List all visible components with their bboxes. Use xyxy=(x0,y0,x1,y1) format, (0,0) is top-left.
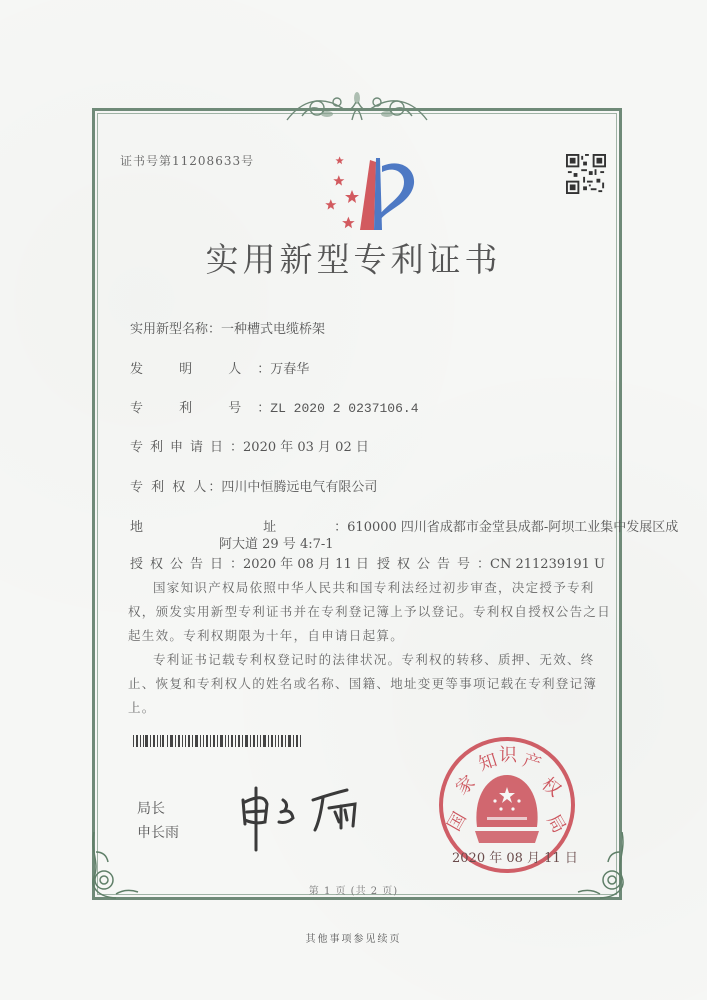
field-inventor xyxy=(130,358,309,377)
field-label: 专 利 权 人 xyxy=(130,480,209,495)
field-value: CN 211239191 U xyxy=(490,557,606,572)
certificate-number-label: 证书号第 xyxy=(120,154,173,168)
field-separator: ： xyxy=(208,322,222,337)
field-separator: ： xyxy=(334,520,348,535)
certificate-number xyxy=(120,152,254,169)
certificate-title: 实用新型专利证书 xyxy=(205,240,502,279)
field-value: 四川中恒腾远电气有限公司 xyxy=(221,480,378,495)
footer-note: 其他事项参见续页 xyxy=(305,934,402,945)
field-label: 地 址 xyxy=(130,520,335,535)
field-grant-date xyxy=(130,553,369,572)
svg-text:知: 知 xyxy=(476,749,500,776)
director-title: 局长 xyxy=(137,801,165,817)
field-label: 发 明 人 xyxy=(130,362,258,377)
svg-text:识: 识 xyxy=(499,745,517,766)
field-address-line2 xyxy=(219,533,334,552)
field-separator: ： xyxy=(477,557,491,572)
field-value-line2: 阿大道 29 号 4:7-1 xyxy=(219,537,334,552)
svg-text:权: 权 xyxy=(537,773,565,802)
svg-text:家: 家 xyxy=(451,771,480,800)
field-patentee xyxy=(130,476,377,495)
field-separator: ： xyxy=(230,557,244,572)
seal-date: 2020 年 08 月 11 日 xyxy=(452,851,578,866)
field-separator: ： xyxy=(257,401,271,416)
svg-text:国: 国 xyxy=(443,808,471,835)
field-address xyxy=(130,516,678,535)
field-value: 2020 年 08 月 11 日 xyxy=(243,557,369,572)
barcode-icon xyxy=(133,735,303,747)
field-label: 授权公告号 xyxy=(377,557,478,572)
cnipa-logo-icon xyxy=(318,152,418,230)
field-label: 授权公告日 xyxy=(130,557,231,572)
director-name: 申长雨 xyxy=(137,825,179,841)
field-grant-number xyxy=(377,553,605,572)
field-label: 专 利 号 xyxy=(130,401,258,416)
svg-text:局: 局 xyxy=(542,810,570,837)
field-application-date xyxy=(130,436,369,455)
handwritten-signature-icon xyxy=(235,782,385,852)
field-value: 万春华 xyxy=(270,362,310,377)
field-utility-model-name xyxy=(130,318,325,337)
field-value-line1: 610000 四川省成都市金堂县成都-阿坝工业集中发展区成 xyxy=(347,520,679,535)
field-value: ZL 2020 2 0237106.4 xyxy=(270,401,419,416)
field-separator: ： xyxy=(208,480,222,495)
field-separator: ： xyxy=(257,362,271,377)
legal-statement-paragraph-2: 专利证书记载专利权登记时的法律状况。专利权的转移、质押、无效、终止、恢复和专利权人的姓名或名称、国籍、地址变更等事项记载在专利登记簿上。 xyxy=(128,652,598,715)
field-separator: ： xyxy=(230,440,244,455)
field-label: 实用新型名称 xyxy=(130,322,209,337)
legal-statement-paragraph-1: 国家知识产权局依照中华人民共和国专利法经过初步审查，决定授予专利权，颁发实用新型专利证书并在专利登记簿上予以登记。专利权自授权公告之日起生效。专利权期限为十年，自申请日起算。 xyxy=(128,580,612,643)
qr-code-icon xyxy=(566,154,606,194)
svg-text:产: 产 xyxy=(519,749,544,776)
field-value: 2020 年 03 月 02 日 xyxy=(243,440,369,455)
floral-ornament-top-icon xyxy=(282,90,432,126)
field-label: 专利申请日 xyxy=(130,440,231,455)
certificate-number-value: 11208633 xyxy=(172,154,242,168)
page-number: 第 1 页 (共 2 页) xyxy=(308,886,399,897)
field-patent-number xyxy=(130,397,419,416)
field-value: 一种槽式电缆桥架 xyxy=(221,322,326,337)
certificate-number-suffix: 号 xyxy=(241,154,255,168)
